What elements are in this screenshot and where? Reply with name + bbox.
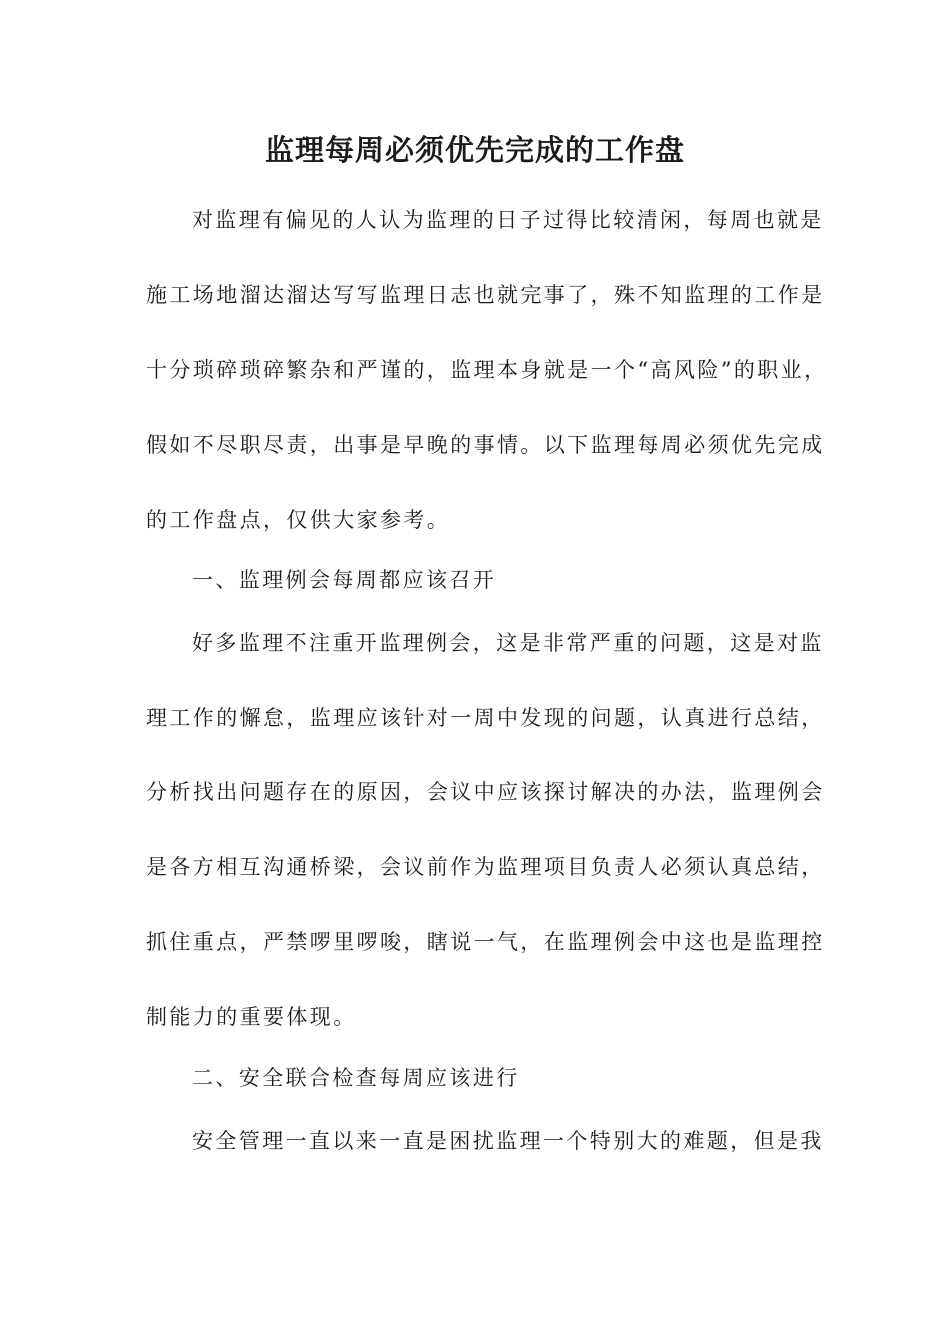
paragraph-line: 假如不尽职尽责，出事是早晚的事情。以下监理每周必须优先完成 (146, 433, 825, 457)
paragraph-line: 理工作的懈怠，监理应该针对一周中发现的问题，认真进行总结， (146, 706, 825, 730)
paragraph-line: 制能力的重要体现。 (146, 1005, 357, 1029)
paragraph-line: 好多监理不注重开监理例会，这是非常严重的问题，这是对监 (192, 631, 824, 655)
section-heading: 一、监理例会每周都应该召开 (192, 568, 497, 592)
paragraph-line: 抓住重点，严禁啰里啰唆，瞎说一气，在监理例会中这也是监理控 (146, 930, 825, 954)
paragraph-line: 十分琐碎琐碎繁杂和严谨的，监理本身就是一个“高风险”的职业， (146, 358, 828, 382)
paragraph-line: 的工作盘点，仅供大家参考。 (146, 508, 451, 532)
paragraph-line: 是各方相互沟通桥梁，会议前作为监理项目负责人必须认真总结， (146, 855, 825, 879)
paragraph-line: 施工场地溜达溜达写写监理日志也就完事了，殊不知监理的工作是 (146, 283, 825, 307)
section-heading: 二、安全联合检查每周应该进行 (192, 1066, 520, 1090)
paragraph-line: 对监理有偏见的人认为监理的日子过得比较清闲，每周也就是 (192, 208, 824, 232)
paragraph-line: 分析找出问题存在的原因，会议中应该探讨解决的办法，监理例会 (146, 780, 825, 804)
document-title: 监理每周必须优先完成的工作盘 (264, 133, 685, 167)
paragraph-line: 安全管理一直以来一直是困扰监理一个特别大的难题，但是我 (192, 1129, 824, 1153)
